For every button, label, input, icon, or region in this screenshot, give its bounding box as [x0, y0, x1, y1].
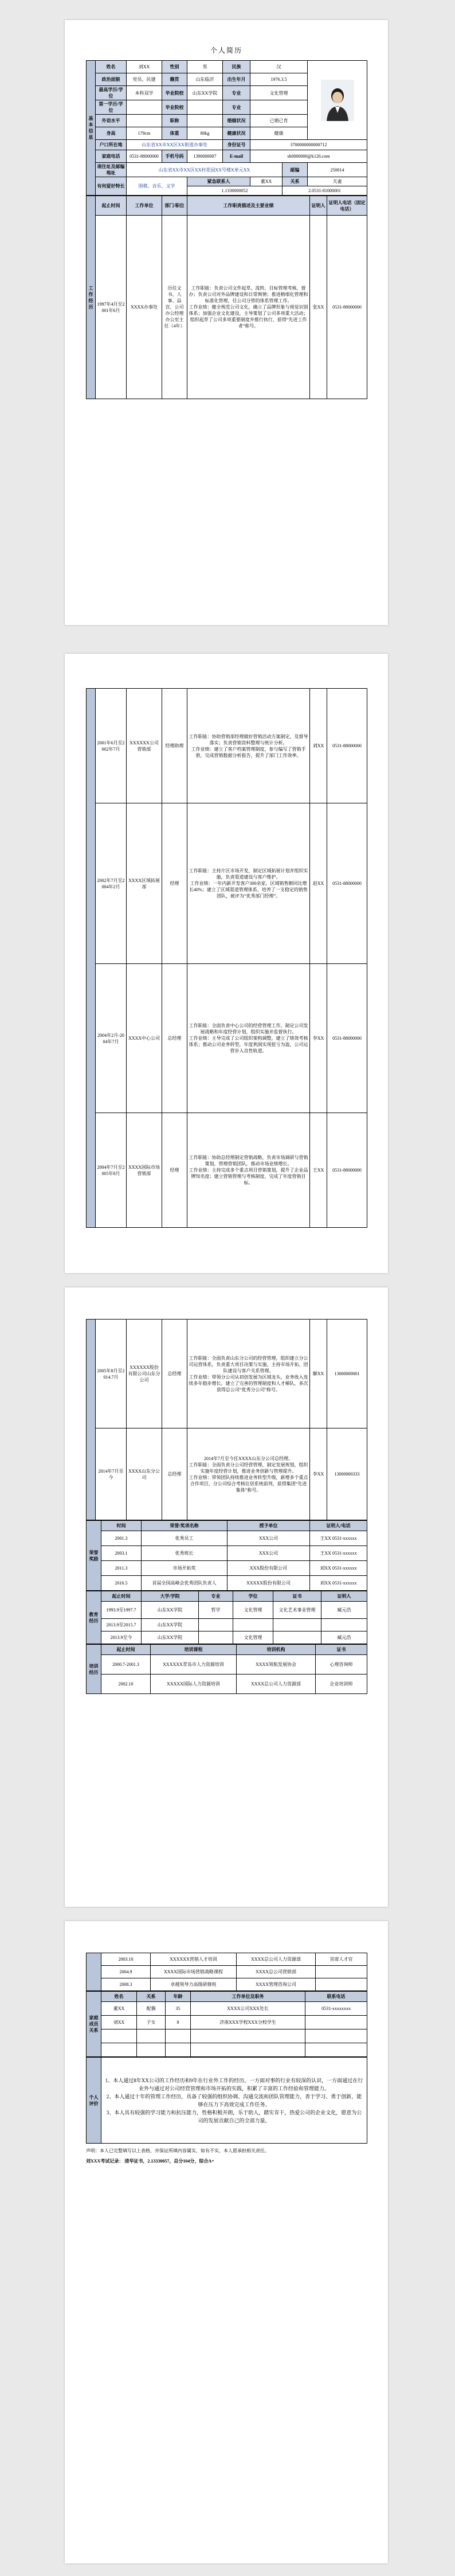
training-row: [87, 1675, 367, 1694]
edu-major: 哲学: [199, 1602, 233, 1619]
edu-witness: [321, 1619, 367, 1632]
grad-school-label: 毕业院校: [162, 86, 187, 100]
awards-header-time: 时间: [101, 1521, 142, 1531]
work-witness-phone: 0531-88000000: [327, 689, 367, 803]
origin-label: 籍贯: [162, 73, 187, 86]
award-row: [87, 1561, 367, 1576]
work-period: 2002年7月至2004年2月: [96, 803, 127, 964]
edu-school: 山东XX学院: [142, 1632, 199, 1644]
education-row: [87, 1619, 367, 1632]
family-row-empty: [87, 2029, 367, 2043]
training-cert: [316, 1978, 367, 1991]
name-value: 刘XX: [127, 61, 162, 73]
award-time: 2016.5: [101, 1576, 142, 1591]
work-row: [87, 216, 367, 399]
work-dept: 经理: [162, 1113, 187, 1228]
edu-degree: [233, 1619, 273, 1632]
training-org: XXXX总公司人力资源部: [237, 1953, 316, 1966]
weight-label: 体重: [162, 127, 187, 140]
work-org: XXXX区域拓展部: [127, 803, 162, 964]
work-header-dept: 部门/职位: [162, 196, 187, 216]
family-work: 济南XXX学校XXX分校学生: [191, 2016, 305, 2029]
political-value: 党员、民建: [127, 73, 162, 86]
edu-cert: [273, 1619, 321, 1632]
work-row: [87, 1113, 367, 1228]
name-label: 姓名: [96, 61, 127, 73]
gender-value: 男: [187, 61, 223, 73]
marital-value: 已婚已育: [250, 115, 308, 127]
edu-header-time: 起止时间: [101, 1591, 142, 1602]
edu-degree: 文化管理: [233, 1632, 273, 1644]
education-row: [87, 1632, 367, 1644]
emergency-contact-value: 董XX: [250, 177, 283, 186]
work-witness-phone: 13000000001: [327, 1320, 367, 1428]
work-duty: 工作职能：全面负责山东分公司的经营管理，组织建立分公司运营体系，负责重大项目决策与实施，主持市场开拓、团队建设与客户关系管理。 工作业绩：带领分公司从初创发展为区域龙头，业务收入连续多年稳步增长，建立了完善的管理制度和人才梯队，多次获得总公司“优秀分公司”称号。: [187, 1320, 310, 1428]
work-witness: 李XX: [310, 1428, 327, 1520]
photo-cell: [308, 61, 367, 140]
page-1: [65, 20, 388, 625]
work-period: 2014年7月至今: [96, 1428, 127, 1520]
title-value: [187, 115, 223, 127]
training-cert: 首席人才官: [316, 1953, 367, 1966]
education-row: [87, 1602, 367, 1619]
training-table-2: [86, 1953, 367, 1991]
training-header-time: 起止时间: [101, 1645, 151, 1655]
family-row: [87, 2002, 367, 2016]
award-name: 首届全国高峰会优秀团队负责人: [142, 1576, 227, 1591]
work-history-table-1: [86, 196, 367, 399]
work-org: XXXX办事处: [127, 216, 162, 399]
work-row: [87, 803, 367, 964]
work-period: 1997年4月至2001年6月: [96, 216, 127, 399]
declaration: 声明：本人已完整填写以上表格，并保证所填内容属实，如有不实，本人愿承担相关责任。: [86, 2148, 269, 2153]
training-time: 2000.7-2001.3: [101, 1655, 151, 1675]
mobile-label: 手机号码: [162, 150, 187, 163]
work-org: XXXX国际市场营销部: [127, 1113, 162, 1228]
training-cert: 企业培训师: [316, 1675, 367, 1694]
birth-value: 1976.3.5: [250, 73, 308, 86]
award-row: [87, 1546, 367, 1561]
id-label: 身份证号: [223, 140, 250, 150]
emergency-phone-1: 1.1330000052: [187, 186, 283, 196]
work-witness-phone: 13000000333: [327, 1428, 367, 1520]
training-course: 卓越领导力高级研修班: [151, 1978, 237, 1991]
work-row: [87, 1428, 367, 1520]
award-witness: 王XX 0531-xxxxxx: [310, 1531, 367, 1546]
edu-major: [199, 1619, 233, 1632]
work-dept: 总经理: [162, 1428, 187, 1520]
grad-school-value: 山东XX学院: [187, 86, 223, 100]
family-header-age: 年龄: [166, 1992, 191, 2002]
hobby-label: 有何爱好特长: [96, 177, 127, 196]
evaluation-text: 1、本人通过8年XX公司的工作经历和9年在行业外工作的经历，一方面对事的行业有较深的认识，一方面通过在行业外与通过对公司经营管理和市场开拓的实践，积累了丰富的工作经验和管理能力。 2、本人通过十年的管理工作经历，具备了较强的组织协调、沟通交流和团队管理能力，善于学习、勇于创新，能够在压力下高效完成工作任务。 3、本人具有较强的学习能力和抗压能力，性格积极开朗，乐于助人，踏实肯干，热爱公司的企业文化，愿意为公司的发展贡献自己的全部力量。: [101, 2058, 367, 2144]
edu-cert: [273, 1632, 321, 1644]
work-period: 2004年7月至2005年8月: [96, 1113, 127, 1228]
training-header-course: 培训课程: [151, 1645, 237, 1655]
major-value: 文化管理: [250, 86, 308, 100]
work-header-org: 工作单位: [127, 196, 162, 216]
family-age: 35: [166, 2002, 191, 2016]
hukou-label: 户口所在地: [96, 140, 127, 150]
exam-record: 刘XXX考试记录： 清华证书，2.13330057，总分104分，综合A+: [86, 2159, 214, 2164]
training-table-1: [86, 1644, 367, 1694]
training-time: 2004.9: [101, 1966, 151, 1978]
second-degree-value: [127, 100, 162, 115]
title-label: 职称: [162, 115, 187, 127]
basic-info-section-label: 基本信息: [87, 61, 96, 196]
marital-label: 婚姻状况: [223, 115, 250, 127]
family-row: [87, 2016, 367, 2029]
training-org: XXXX领航发展协会: [237, 1655, 316, 1675]
edu-degree: 文化管理: [233, 1602, 273, 1619]
work-section-label-cont: [87, 1320, 96, 1520]
work-org: XXXXXX股份有限公司山东分公司: [127, 1320, 162, 1428]
training-org: XXXX总公司营销部: [237, 1966, 316, 1978]
address-value: 山东省XX市XX区XX村花园XX号楼X单元XX: [127, 163, 283, 177]
award-row: [87, 1576, 367, 1591]
email-value: sh0000000@k126.com: [250, 150, 367, 163]
page-3: [65, 1287, 388, 1907]
family-section-label: 家庭成员关系: [87, 1992, 101, 2057]
training-row: [87, 1978, 367, 1991]
work-history-block-3: [86, 1319, 367, 1694]
edu-witness: 臧元浩: [321, 1632, 367, 1644]
edu-time: 2013.9至2015.7: [101, 1619, 142, 1632]
zip-value: 250014: [308, 163, 367, 177]
page-4: [65, 1921, 388, 2563]
award-org: XXXXX股份有限公司: [227, 1576, 310, 1591]
work-org: XXXX中心公司: [127, 964, 162, 1113]
work-duty: 工作职能：负责公司文件起草，流转，目标管理考核，督办；负责公司对外品牌建设和日常舆情；推进精细化管理和标准化管理，任公司分管的体系管理工作。 工作业绩：健全规范公司文化，确立了品牌形象与视觉识别体系；加强企业文化建设，主导策划了公司多项重大活动；组织起草了公司多项重要制度并推行执行，获得“先进工作者”称号。: [187, 216, 310, 399]
degree-value: 本科双学: [127, 86, 162, 100]
award-time: 2001.3: [101, 1531, 142, 1546]
major-label: 专业: [223, 86, 250, 100]
second-major-label: 专业: [223, 100, 250, 115]
degree-label: 最高学历/学位: [96, 86, 127, 100]
family-header-phone: 联系电话: [305, 1992, 367, 2002]
hobby-value: 围棋、音乐、文学: [127, 177, 187, 196]
family-phone: [305, 2016, 367, 2029]
family-name: 刘XX: [101, 2016, 137, 2029]
training-cert: [316, 1966, 367, 1978]
work-witness: 解XX: [310, 1320, 327, 1428]
award-time: 2011.3: [101, 1561, 142, 1576]
work-duty: 工作职能：主持片区市场开发，制定区域拓展计划并组织实施，负责渠道建设与客户维护。 工作业绩：一年内新开发客户300余家，区域销售额同比增长40%；建立了区域渠道管理体系，培养了一支稳定的销售团队，被评为“优秀部门经理”。: [187, 803, 310, 964]
email-label: E-mail: [223, 150, 250, 163]
training-time: 2003.10: [101, 1953, 151, 1966]
work-witness: 李XX: [310, 964, 327, 1113]
work-section-label-cont: [87, 689, 96, 1228]
training-org: XXXX总公司人力资源部: [237, 1675, 316, 1694]
work-dept: 经理: [162, 803, 187, 964]
work-duty: 2014年7月至今任XXXX山东分公司总经理。 工作职能：全面负责分公司经营管理，制定发展规划，组织实施年度经营计划，推进业务创新与管理提升。 工作业绩：带领团队持续推进业务转型升级，新增多个重点合作项目，分公司综合考核位居系统前列，获得集团“先进集体”称号。: [187, 1428, 310, 1520]
work-witness: 张XX: [310, 216, 327, 399]
height-label: 身高: [96, 127, 127, 140]
work-history-table-3: [86, 1319, 367, 1520]
work-history-block-2: [86, 688, 367, 1228]
evaluation-table: [86, 2057, 367, 2144]
award-witness: 刘XX 0531-xxxxxx: [310, 1576, 367, 1591]
political-label: 政治面貌: [96, 73, 127, 86]
training-course: XXXXXX青岛市人力资源培训: [151, 1655, 237, 1675]
training-row: [87, 1655, 367, 1675]
mobile-value: 1390000007: [187, 150, 223, 163]
height-value: 179cm: [127, 127, 162, 140]
person-photo-icon: [321, 80, 354, 121]
award-time: 2003.1: [101, 1546, 142, 1561]
work-duty: 工作职能：全面负责中心公司的经营管理工作，制定公司发展战略和年度经营计划，组织实施并监督执行。 工作业绩：主导完成了公司组织架构调整，建立了绩效考核体系；推动公司业务转型，年度利润实现扭亏为盈，公司运营步入良性轨道。: [187, 964, 310, 1113]
foreign-label: 外语水平: [96, 115, 127, 127]
edu-time: 2013.9至今: [101, 1632, 142, 1644]
work-witness-phone: 0531-88000000: [327, 803, 367, 964]
awards-header-org: 授予单位: [227, 1521, 310, 1531]
training-cert: 心理咨询师: [316, 1655, 367, 1675]
work-section-label: 工作经历: [87, 196, 96, 399]
emergency-relation-value: 夫妻: [308, 177, 367, 186]
award-witness: 刘XX 0531-xxxxxx: [310, 1561, 367, 1576]
award-org: XXX公司: [227, 1546, 310, 1561]
work-row: [87, 689, 367, 803]
family-name: 董XX: [101, 2002, 137, 2016]
training-course: XXXX国际市场营销战略课程: [151, 1966, 237, 1978]
family-phone: 0531-xxxxxxxx: [305, 2002, 367, 2016]
award-name: 优秀员工: [142, 1531, 227, 1546]
second-major-value: [250, 100, 308, 115]
zip-label: 邮编: [283, 163, 308, 177]
work-witness: 王XX: [310, 1113, 327, 1228]
work-header-duty: 工作职责描述及主要业绩: [187, 196, 310, 216]
edu-major: [199, 1632, 233, 1644]
work-witness-phone: 0531-88000000: [327, 216, 367, 399]
work-duty: 工作职能：协助营销部经理做好营销活动方案制定，及督导落实；负责营销资料整理与统计分析。 工作业绩：建立了客户档案管理制度，参与编写了营销手册，完成营销数据分析报告，提升了部门工作效率。: [187, 689, 310, 803]
work-history-table-2: [86, 688, 367, 1228]
training-row: [87, 1966, 367, 1978]
family-header-name: 姓名: [101, 1992, 137, 2002]
hukou-value: 山东省XX市XX区XX街道办事处: [127, 140, 223, 150]
final-block: [86, 1953, 367, 2165]
resume-title: 个人简历: [210, 46, 242, 54]
award-name: 优秀班长: [142, 1546, 227, 1561]
work-header-period: 起止时间: [96, 196, 127, 216]
ethnic-label: 民族: [223, 61, 250, 73]
health-value: 健康: [250, 127, 308, 140]
training-section-label: 培训经历: [87, 1645, 101, 1694]
work-witness: 刘XX: [310, 689, 327, 803]
origin-value: 山东临沂: [187, 73, 223, 86]
training-header-cert: 证书: [316, 1645, 367, 1655]
emergency-contact-label: 紧急联系人: [187, 177, 250, 186]
foreign-value: [127, 115, 162, 127]
education-section-label: 教育经历: [87, 1591, 101, 1644]
id-value: 3700000000000712: [250, 140, 367, 150]
edu-header-major: 专业: [199, 1591, 233, 1602]
edu-cert: 文化艺术事业管理: [273, 1602, 321, 1619]
page-2: [65, 654, 388, 1273]
second-school-label: 毕业院校: [162, 100, 187, 115]
awards-table: [86, 1520, 367, 1591]
work-duty: 工作职能：协助总经理制定营销战略，负责市场调研与营销策划，管理营销团队，推动市场业绩增长。 工作业绩：主持完成多个重点项目营销策划，提升了企业品牌知名度；建立营销管理与考核制度，完成了年度营销目标。: [187, 1113, 310, 1228]
work-dept: 总经理: [162, 964, 187, 1113]
evaluation-section-label: 个人评价: [87, 2058, 101, 2144]
work-org: XXXX山东分公司: [127, 1428, 162, 1520]
home-phone-label: 家庭电话: [96, 150, 127, 163]
award-witness: 王XX 0531-xxxxxx: [310, 1546, 367, 1561]
family-header-relation: 关系: [137, 1992, 166, 2002]
profile-photo: [321, 80, 354, 121]
emergency-phone-2: 2.0531-81000001: [283, 186, 367, 196]
work-org: XXXXXX公司营销部: [127, 689, 162, 803]
edu-school: 山东XX学院: [142, 1619, 199, 1632]
edu-time: 1993.9至1997.7: [101, 1602, 142, 1619]
family-relation: 子女: [137, 2016, 166, 2029]
award-org: XXX股份有限公司: [227, 1561, 310, 1576]
work-header-witness: 证明人: [310, 196, 327, 216]
work-dept: 总经理: [162, 1320, 187, 1428]
education-table: [86, 1591, 367, 1644]
work-row: [87, 964, 367, 1113]
edu-header-degree: 学位: [233, 1591, 273, 1602]
training-row: [87, 1953, 367, 1966]
family-age: 8: [166, 2016, 191, 2029]
edu-header-school: 大学/学院: [142, 1591, 199, 1602]
address-label: 现住址及邮编地址: [96, 163, 127, 177]
family-table: [86, 1991, 367, 2057]
work-dept: 历任文书、人事、品宣、公司办公经理办公室主任（4年）: [162, 216, 187, 399]
work-row: [87, 1320, 367, 1428]
second-school-value: [187, 100, 223, 115]
home-phone-value: 0531-88000000: [127, 150, 162, 163]
training-section-label-cont: [87, 1953, 101, 1991]
training-header-org: 培训机构: [237, 1645, 316, 1655]
work-header-phone: 证明人电话（固定电话）: [327, 196, 367, 216]
birth-label: 出生年月: [223, 73, 250, 86]
ethnic-value: 汉: [250, 61, 308, 73]
work-period: 2005年8月至2014.7月: [96, 1320, 127, 1428]
work-witness-phone: 0531-88000000: [327, 964, 367, 1113]
awards-header-witness: 证明人/电话: [310, 1521, 367, 1531]
work-period: 2004年2月-2004年7月: [96, 964, 127, 1113]
award-row: [87, 1531, 367, 1546]
emergency-relation-label: 关系: [283, 177, 308, 186]
work-dept: 经理助理: [162, 689, 187, 803]
edu-header-cert: 证书: [273, 1591, 321, 1602]
weight-value: 80kg: [187, 127, 223, 140]
awards-section-label: 荣誉奖励: [87, 1521, 101, 1591]
edu-header-witness: 证明人: [321, 1591, 367, 1602]
basic-info-block: [86, 60, 367, 399]
training-course: XXXXX国际人力资源培训: [151, 1675, 237, 1694]
family-work: XXXX公司XXX处长: [191, 2002, 305, 2016]
work-witness: 赵XX: [310, 803, 327, 964]
gender-label: 性别: [162, 61, 187, 73]
training-org: XXXX管理咨询公司: [237, 1978, 316, 1991]
work-period: 2001年6月至2002年7月: [96, 689, 127, 803]
awards-header-name: 荣誉/奖项名称: [142, 1521, 227, 1531]
family-header-work: 工作单位及职务: [191, 1992, 305, 2002]
family-relation: 配偶: [137, 2002, 166, 2016]
training-course: XXXXXX营销人才培训: [151, 1953, 237, 1966]
training-time: 2002.10: [101, 1675, 151, 1694]
edu-witness: 臧元浩: [321, 1602, 367, 1619]
work-witness-phone: 0531-88000000: [327, 1113, 367, 1228]
basic-info-table: [86, 60, 367, 196]
family-row-empty: [87, 2043, 367, 2057]
award-org: XXX公司: [227, 1531, 310, 1546]
award-name: 市场开拓奖: [142, 1561, 227, 1576]
second-degree-label: 第一学历/学位: [96, 100, 127, 115]
edu-school: 山东XX学院: [142, 1602, 199, 1619]
health-label: 健康状况: [223, 127, 250, 140]
training-time: 2008.3: [101, 1978, 151, 1991]
